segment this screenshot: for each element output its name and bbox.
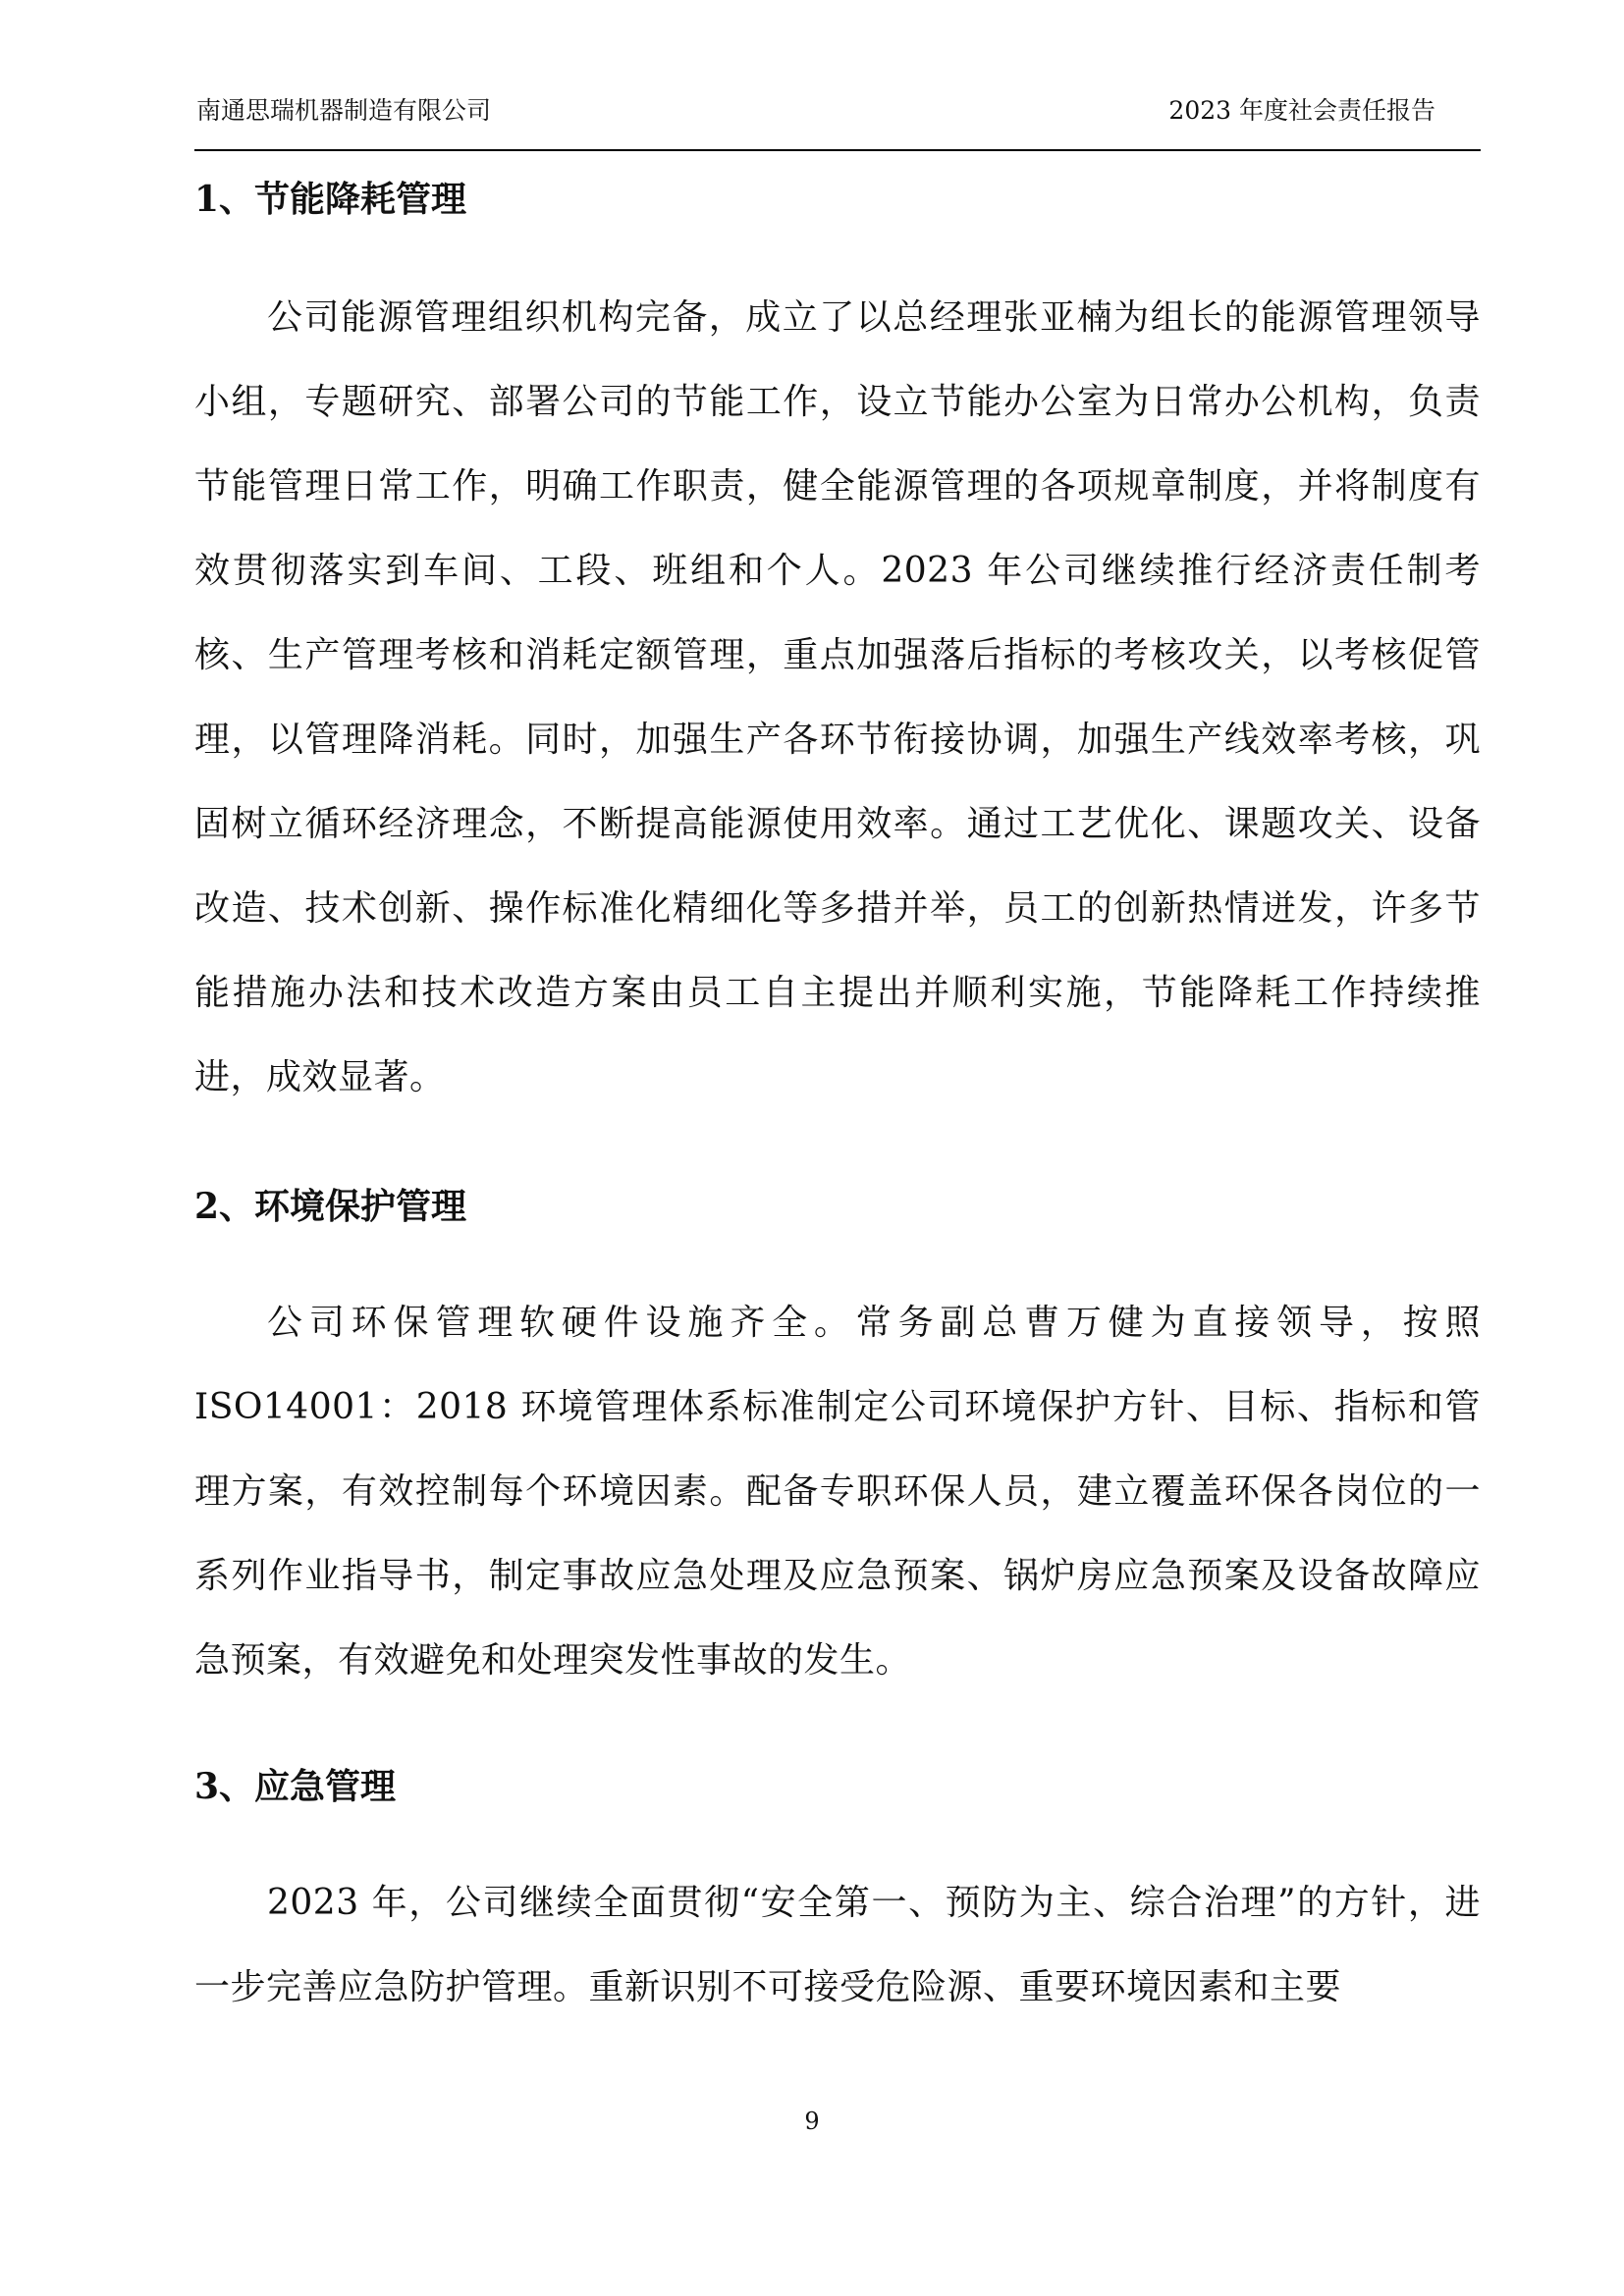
section-heading-emergency-management: 3、应急管理: [194, 1766, 397, 1807]
section-body-energy-saving: 公司能源管理组织机构完备，成立了以总经理张亚楠为组长的能源管理领导小组，专题研究、部署公司的节能工作，设立节能办公室为日常办公机构，负责节能管理日常工作，明确工作职责，健全能源管理的各项规章制度，并将制度有效贯彻落实到车间、工段、班组和个人。2023 年公司继续推行经济责任制考核、生产管理考核和消耗定额管理，重点加强落后指标的考核攻关，以考核促管理，以管理降消耗。同时，加强生产各环节衔接协调，加强生产线效率考核，巩固树立循环经济理念，不断提高能源使用效率。通过工艺优化、课题攻关、设备改造、技术创新、操作标准化精细化等多措并举，员工的创新热情迸发，许多节能措施办法和技术改造方案由员工自主提出并顺利实施，节能降耗工作持续推进，成效显著。: [194, 297, 1481, 1097]
header-divider: [194, 149, 1481, 151]
section-heading-environmental-protection: 2、环境保护管理: [194, 1186, 467, 1227]
section-body-emergency-management: 2023 年，公司继续全面贯彻“安全第一、预防为主、综合治理”的方针，进一步完善应急防护管理。重新识别不可接受危险源、重要环境因素和主要: [194, 1883, 1481, 2007]
page-header: [194, 94, 1447, 133]
header-report-title: 2023 年度社会责任报告: [1168, 96, 1435, 125]
page-number: 9: [804, 2108, 820, 2135]
header-company-name: 南通思瑞机器制造有限公司: [196, 96, 492, 125]
section-heading-energy-saving: 1、节能降耗管理: [194, 179, 467, 220]
section-body-environmental-protection: 公司环保管理软硬件设施齐全。常务副总曹万健为直接领导，按照 ISO14001：2018 环境管理体系标准制定公司环境保护方针、目标、指标和管理方案，有效控制每个环境因素。配备专职环保人员，建立覆盖环保各岗位的一系列作业指导书，制定事故应急处理及应急预案、锅炉房应急预案及设备故障应急预案，有效避免和处理突发性事故的发生。: [194, 1303, 1481, 1681]
